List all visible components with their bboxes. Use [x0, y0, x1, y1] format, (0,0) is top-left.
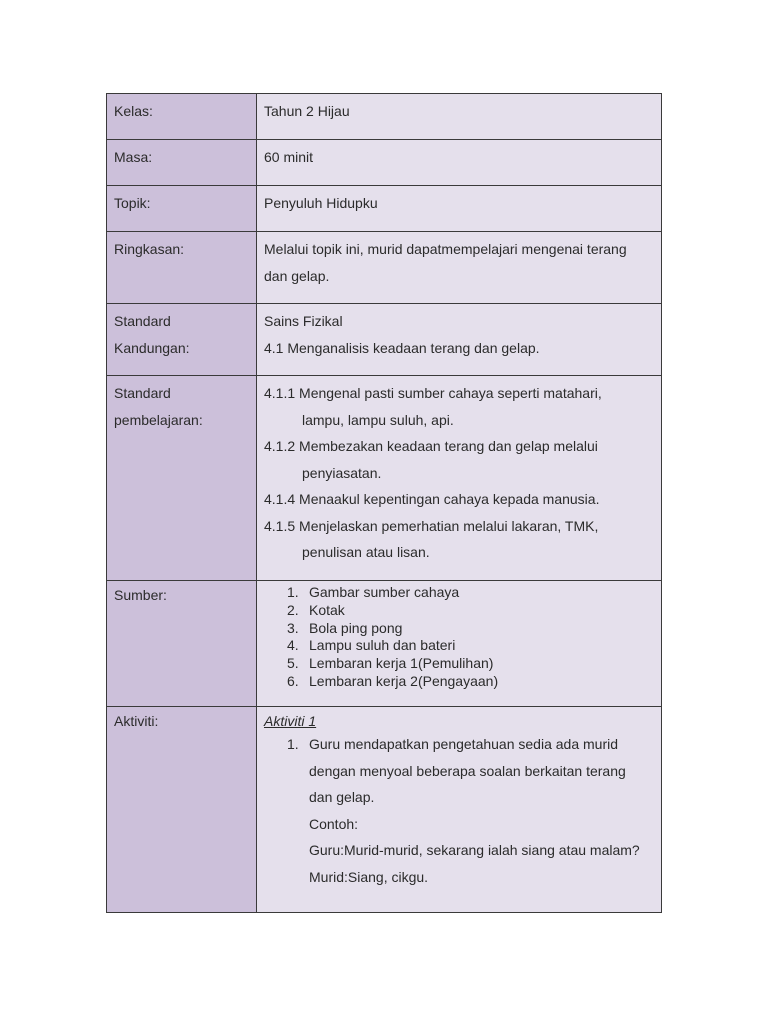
- list-item-text: Gambar sumber cahaya: [309, 584, 460, 600]
- list-item-body: [309, 731, 640, 890]
- label-ringkasan: [107, 232, 257, 304]
- label-kelas-text: Kelas:: [114, 103, 153, 119]
- value-kelas: [257, 94, 662, 140]
- list-item: [287, 620, 654, 638]
- row-aktiviti: [107, 707, 662, 913]
- value-standard-pembelajaran: [257, 376, 662, 581]
- value-kelas-text: Tahun 2 Hijau: [264, 103, 350, 119]
- label-sumber: [107, 581, 257, 707]
- list-item-text: Kotak: [309, 601, 345, 618]
- label-standard-kandungan: [107, 304, 257, 376]
- value-standard-kandungan: [257, 304, 662, 376]
- label-masa: [107, 140, 257, 186]
- sp-item-first: 4.1.4 Menaakul kepentingan cahaya kepada manusia.: [264, 491, 600, 507]
- sp-item-first: 4.1.1 Mengenal pasti sumber cahaya seperti matahari,: [264, 385, 602, 401]
- label-standard-pembelajaran: [107, 376, 257, 581]
- list-item-number: 2.: [287, 601, 299, 618]
- aktiviti-line: Murid:Siang, cikgu.: [309, 868, 429, 885]
- value-masa-text: 60 minit: [264, 149, 314, 165]
- standard-kandungan-line: Sains Fizikal: [264, 313, 343, 329]
- aktiviti-list: [264, 731, 654, 890]
- sp-item-cont: penulisan atau lisan.: [302, 544, 430, 560]
- sp-item-cont: lampu, lampu suluh, api.: [302, 411, 454, 428]
- sp-item-first: 4.1.5 Menjelaskan pemerhatian melalui lakaran, TMK,: [264, 517, 599, 534]
- list-item-number: 4.: [287, 637, 299, 654]
- row-standard-kandungan: [107, 304, 662, 376]
- label-standard-kandungan-line: Standard: [114, 313, 171, 329]
- label-topik-text: Topik:: [114, 195, 151, 211]
- label-kelas: [107, 94, 257, 140]
- value-sumber: [257, 581, 662, 707]
- label-standard-pembelajaran-line: Standard: [114, 385, 171, 401]
- list-item-number: 1.: [287, 736, 299, 752]
- value-masa: [257, 140, 662, 186]
- standard-kandungan-line: 4.1 Menganalisis keadaan terang dan gelap.: [264, 339, 540, 356]
- row-ringkasan: [107, 232, 662, 304]
- list-item-number: 3.: [287, 619, 299, 636]
- sumber-list: [264, 584, 654, 691]
- label-sumber-text: Sumber:: [114, 587, 167, 603]
- list-item-text: Bola ping pong: [309, 619, 403, 636]
- list-item: [287, 655, 654, 673]
- ringkasan-line: Melalui topik ini, murid dapatmempelajari mengenai terang: [264, 241, 627, 257]
- value-topik-text: Penyuluh Hidupku: [264, 195, 378, 211]
- label-topik: [107, 186, 257, 232]
- label-standard-kandungan-line: Kandungan:: [114, 339, 190, 356]
- list-item-number: 5.: [287, 655, 299, 672]
- sp-item-cont: penyiasatan.: [302, 464, 382, 481]
- aktiviti-line: Guru:Murid-murid, sekarang ialah siang atau malam?: [309, 842, 640, 858]
- aktiviti-line: dengan menyoal beberapa soalan berkaitan terang: [309, 762, 626, 779]
- activity-title: Aktiviti 1: [264, 713, 317, 729]
- row-standard-pembelajaran: [107, 376, 662, 581]
- sp-item-first: 4.1.2 Membezakan keadaan terang dan gelap melalui: [264, 438, 598, 454]
- row-sumber: [107, 581, 662, 707]
- value-aktiviti: [257, 707, 662, 913]
- list-item-text: Lampu suluh dan bateri: [309, 637, 456, 654]
- aktiviti-line: dan gelap.: [309, 789, 375, 805]
- list-item: [287, 602, 654, 620]
- list-item: [287, 584, 654, 602]
- list-item: [287, 637, 654, 655]
- label-aktiviti: [107, 707, 257, 913]
- label-aktiviti-text: Aktiviti:: [114, 713, 159, 729]
- ringkasan-line: dan gelap.: [264, 267, 330, 284]
- row-topik: [107, 186, 662, 232]
- aktiviti-line: Contoh:: [309, 815, 359, 832]
- label-masa-text: Masa:: [114, 149, 153, 165]
- list-item-number: 1.: [287, 584, 299, 600]
- lesson-plan-table: [106, 93, 662, 913]
- list-item-text: Lembaran kerja 2(Pengayaan): [309, 672, 499, 689]
- row-kelas: [107, 94, 662, 140]
- label-standard-pembelajaran-line: pembelajaran:: [114, 411, 203, 428]
- label-ringkasan-text: Ringkasan:: [114, 241, 185, 257]
- list-item: [287, 731, 654, 890]
- list-item-number: 6.: [287, 672, 299, 689]
- list-item-text: Lembaran kerja 1(Pemulihan): [309, 655, 494, 672]
- row-masa: [107, 140, 662, 186]
- value-ringkasan: [257, 232, 662, 304]
- value-topik: [257, 186, 662, 232]
- aktiviti-line: Guru mendapatkan pengetahuan sedia ada murid: [309, 736, 618, 752]
- list-item: [287, 673, 654, 691]
